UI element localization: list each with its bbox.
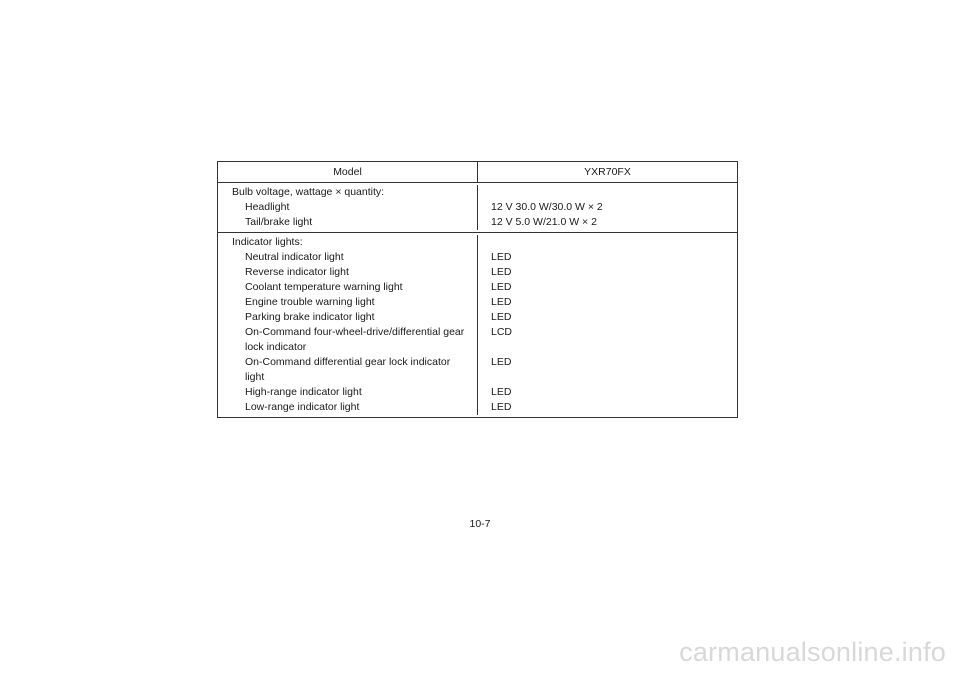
- spec-table: [217, 161, 738, 418]
- row-value: LED: [491, 296, 512, 308]
- table-row: [218, 215, 737, 230]
- row-value: 12 V 30.0 W/30.0 W × 2: [491, 201, 603, 213]
- model-header-label: Model: [218, 162, 478, 182]
- page-number: 10-7: [469, 518, 491, 530]
- table-header-row: [218, 162, 737, 183]
- row-label: On-Command four-wheel-drive/differential gear lock indicator: [218, 325, 478, 355]
- bulb-section: [218, 183, 737, 233]
- row-value: LED: [491, 311, 512, 323]
- row-value: LED: [491, 356, 512, 368]
- row-value: LED: [491, 266, 512, 278]
- row-label: Reverse indicator light: [218, 265, 478, 280]
- row-value: 12 V 5.0 W/21.0 W × 2: [491, 216, 597, 228]
- row-label: Headlight: [218, 200, 478, 215]
- row-value: LED: [491, 386, 512, 398]
- table-row: [218, 280, 737, 295]
- table-row: [218, 200, 737, 215]
- row-label: Coolant temperature warning light: [218, 280, 478, 295]
- row-label: Engine trouble warning light: [218, 295, 478, 310]
- table-row: [218, 385, 737, 400]
- row-label: Low-range indicator light: [218, 400, 478, 415]
- row-label: Tail/brake light: [218, 215, 478, 230]
- table-row: [218, 250, 737, 265]
- row-label: High-range indicator light: [218, 385, 478, 400]
- table-row: [218, 295, 737, 310]
- row-label: On-Command differential gear lock indicator light: [218, 355, 478, 385]
- bulb-section-heading: Bulb voltage, wattage × quantity:: [218, 185, 478, 200]
- indicator-section-heading: Indicator lights:: [218, 235, 478, 250]
- row-label: Neutral indicator light: [218, 250, 478, 265]
- row-label: Parking brake indicator light: [218, 310, 478, 325]
- indicator-section: [218, 233, 737, 417]
- watermark: carmanualsonline.info: [679, 637, 946, 667]
- row-value: LCD: [491, 326, 513, 338]
- section-heading-row: [218, 185, 737, 200]
- row-value: LED: [491, 251, 512, 263]
- row-value: LED: [491, 401, 512, 413]
- table-row: [218, 325, 737, 355]
- table-row: [218, 400, 737, 415]
- model-header-value: YXR70FX: [584, 165, 631, 178]
- table-row: [218, 310, 737, 325]
- table-row: [218, 355, 737, 385]
- row-value: LED: [491, 281, 512, 293]
- section-heading-row: [218, 235, 737, 250]
- table-row: [218, 265, 737, 280]
